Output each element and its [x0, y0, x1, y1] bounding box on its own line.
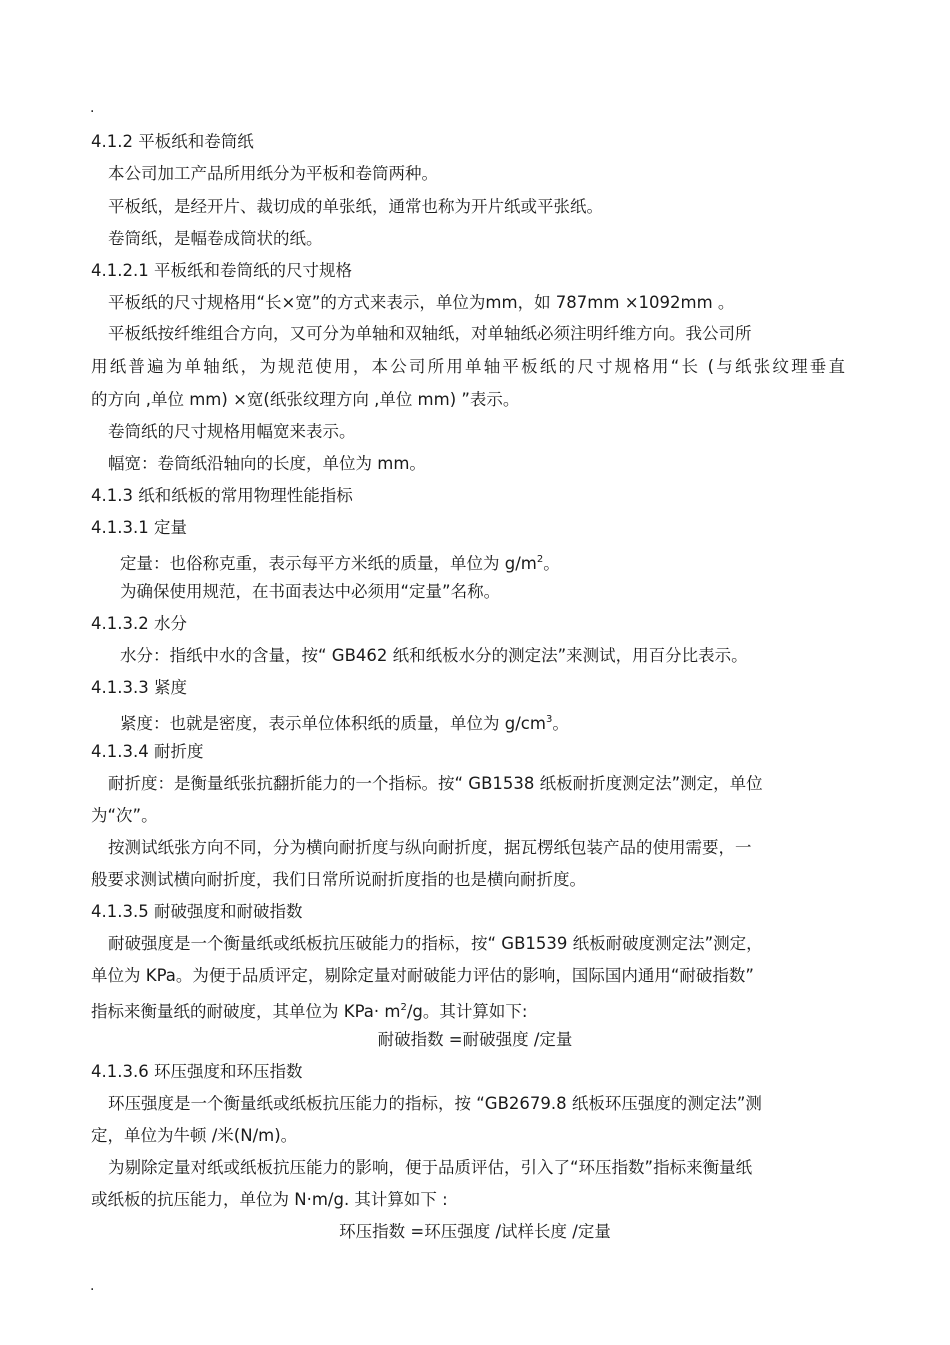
paragraph-line: 定，单位为牛顿 /米(N/m)。 — [91, 1126, 298, 1145]
paragraph-line: 为确保使用规范，在书面表达中必须用“定量”名称。 — [120, 582, 501, 601]
paragraph-line: 环压强度是一个衡量纸或纸板抗压能力的指标，按 “GB2679.8 纸板环压强度的测定法”测 — [108, 1094, 762, 1113]
text: /g。其计算如下: — [406, 1002, 528, 1021]
paragraph-line: 为“次”。 — [91, 806, 158, 825]
paragraph-line: 本公司加工产品所用纸分为平板和卷筒两种。 — [108, 164, 438, 183]
paragraph-line: 卷筒纸的尺寸规格用幅宽来表示。 — [108, 422, 356, 441]
paragraph-line: 为剔除定量对纸或纸板抗压能力的影响，便于品质评估，引入了“环压指数”指标来衡量纸 — [108, 1158, 753, 1177]
paragraph-line: 平板纸，是经开片、裁切成的单张纸，通常也称为开片纸或平张纸。 — [108, 197, 603, 216]
section-heading: 4.1.3.5 耐破强度和耐破指数 — [91, 902, 303, 921]
paragraph-line: 按测试纸张方向不同，分为横向耐折度与纵向耐折度，据瓦楞纸包装产品的使用需要，一 — [108, 838, 752, 857]
paragraph-line — [120, 709, 569, 735]
superscript: 2 — [400, 1002, 407, 1013]
paragraph-line: 般要求测试横向耐折度，我们日常所说耐折度指的也是横向耐折度。 — [91, 870, 586, 889]
section-heading: 4.1.3.6 环压强度和环压指数 — [91, 1062, 303, 1081]
section-heading: 4.1.3.3 紧度 — [91, 678, 187, 697]
superscript: 3 — [545, 714, 553, 725]
text: 紧度：也就是密度，表示单位体积纸的质量，单位为 g/cm — [120, 714, 546, 733]
section-heading: 4.1.2.1 平板纸和卷筒纸的尺寸规格 — [91, 261, 352, 280]
section-heading: 4.1.3.2 水分 — [91, 614, 187, 633]
paragraph-line: 或纸板的抗压能力，单位为 N·m/g. 其计算如下 : — [91, 1190, 448, 1209]
paragraph-line: 的方向 ,单位 mm) ×宽(纸张纹理方向 ,单位 mm) ”表示。 — [91, 390, 520, 409]
formula-burst-index: 耐破指数 =耐破强度 /定量 — [377, 1030, 573, 1049]
paragraph-line: 平板纸的尺寸规格用“长×宽”的方式来表示，单位为mm，如 787mm ×1092mm 。 — [108, 293, 735, 312]
paragraph-line: 耐破强度是一个衡量纸或纸板抗压破能力的指标，按“ GB1539 纸板耐破度测定法”测定， — [108, 934, 763, 953]
paragraph-line — [120, 549, 560, 575]
text: 。 — [552, 714, 569, 733]
paragraph-line — [91, 997, 527, 1023]
text: 指标来衡量纸的耐破度，其单位为 KPa· m — [91, 1002, 401, 1021]
paragraph-line: 平板纸按纤维组合方向，又可分为单轴和双轴纸，对单轴纸必须注明纤维方向。我公司所 — [108, 324, 752, 343]
section-heading: 4.1.2 平板纸和卷筒纸 — [91, 132, 254, 151]
paragraph-line: 水分：指纸中水的含量，按“ GB462 纸和纸板水分的测定法”来测试，用百分比表示。 — [120, 646, 748, 665]
section-heading: 4.1.3.1 定量 — [91, 518, 187, 537]
text: 。 — [543, 554, 560, 573]
section-heading: 4.1.3 纸和纸板的常用物理性能指标 — [91, 486, 353, 505]
paragraph-line: 耐折度：是衡量纸张抗翻折能力的一个指标。按“ GB1538 纸板耐折度测定法”测定，单位 — [108, 774, 763, 793]
formula-ring-crush-index: 环压指数 =环压强度 /试样长度 /定量 — [339, 1222, 611, 1241]
text: 定量：也俗称克重，表示每平方米纸的质量，单位为 g/m — [120, 554, 537, 573]
paragraph-line: 卷筒纸，是幅卷成筒状的纸。 — [108, 229, 323, 248]
superscript: 2 — [536, 554, 544, 565]
paragraph-line: 单位为 KPa。为便于品质评定，剔除定量对耐破能力评估的影响，国际国内通用“耐破指数” — [91, 966, 754, 985]
paragraph-line: 用纸普遍为单轴纸，为规范使用，本公司所用单轴平板纸的尺寸规格用“长 (与纸张纹理垂直 — [91, 357, 845, 376]
paragraph-line: 幅宽：卷筒纸沿轴向的长度，单位为 mm。 — [108, 454, 426, 473]
bottom-dot: . — [90, 1278, 95, 1294]
section-heading: 4.1.3.4 耐折度 — [91, 742, 204, 761]
top-dot: . — [90, 100, 95, 116]
